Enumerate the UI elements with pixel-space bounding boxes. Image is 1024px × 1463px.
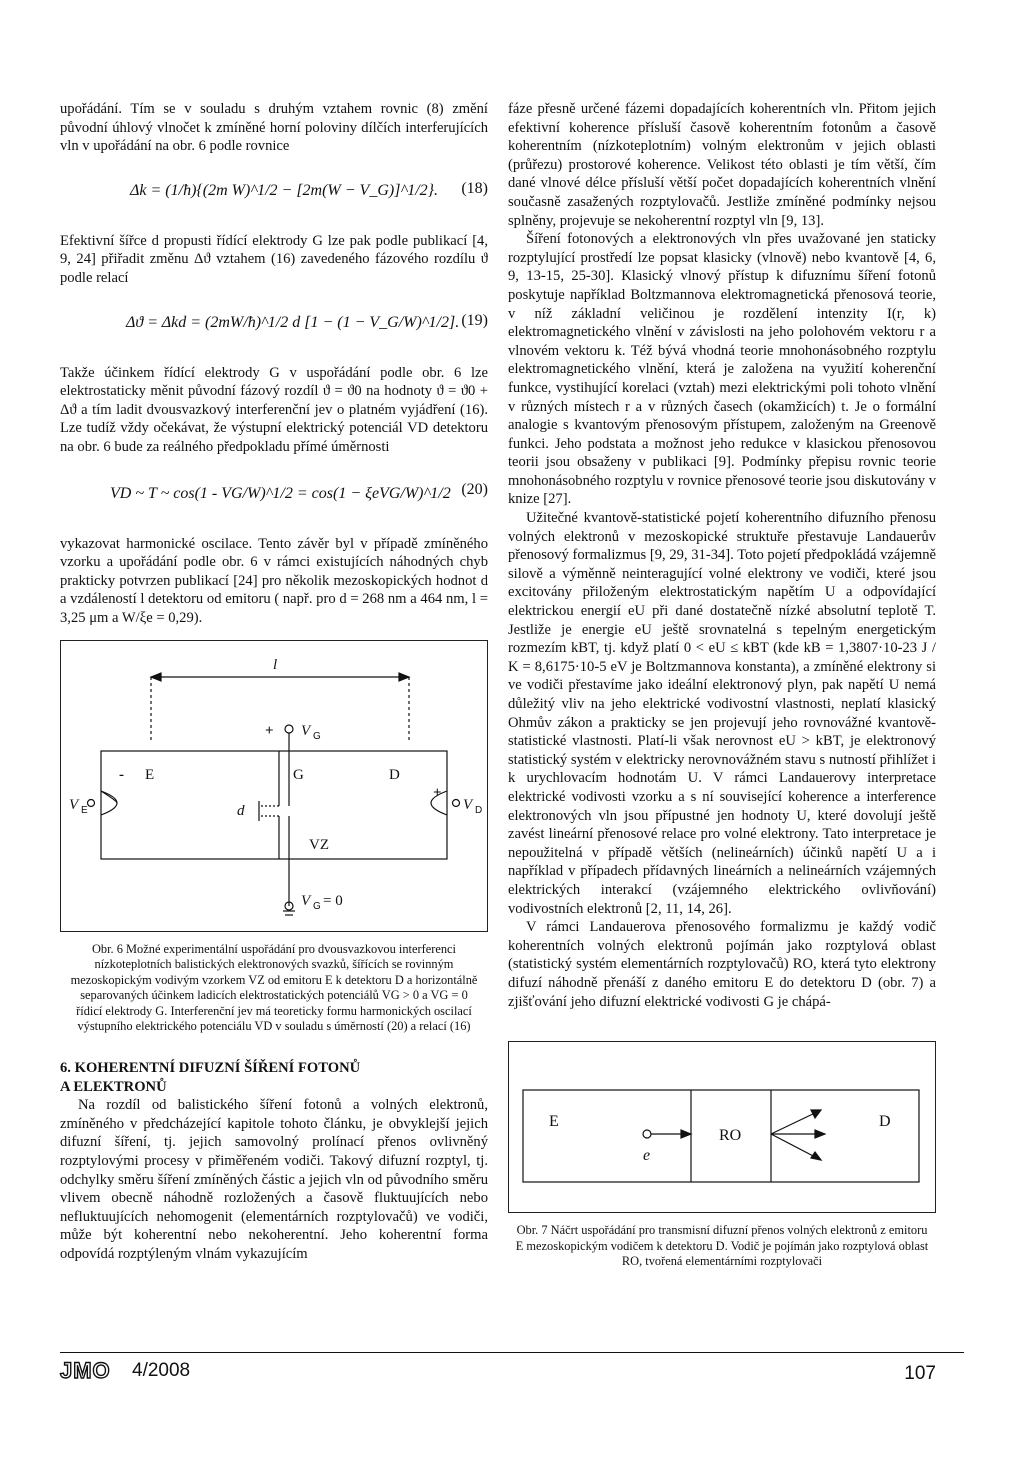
fig7-ro-label: RO (719, 1127, 742, 1145)
paragraph: fáze přesně určené fázemi dopadajících koherentních vln. Přitom jejich efektivní koherence přísluší časově koherentním fotonům a časově koherentním (nízkoteplotním) volným elektronům v jejich oblasti (průřezu) prostorové koherence. Velikost této oblasti je tím větší, čím dané vlnové délce přísluší větší počet dopadajících koherentních vlnění současně zasažených rozptylovačů. Jestliže zmíněné podmínky nejsou splněny, projevuje se nekoherentní rozptyl vln [9, 13]. (508, 101, 936, 229)
equation-18 (60, 162, 488, 226)
fig6-vd-sub: D (475, 804, 483, 816)
fig6-ve: V (69, 796, 79, 813)
right-column (508, 100, 936, 1270)
equation-text: VD ~ T ~ cos(1 - VG/W)^1/2 = cos(1 − ξeVG/W)^1/2 (110, 484, 451, 502)
fig6-vg: V (301, 722, 311, 739)
fig6-minus-e: - (119, 766, 124, 783)
figure-7 (508, 1041, 936, 1213)
fig6-plus-gate: + (265, 722, 274, 739)
fig6-vz-label: VZ (309, 836, 329, 853)
fig6-ve-sub: E (81, 804, 88, 816)
fig6-d-small: d (237, 802, 245, 819)
paragraph: V rámci Landauerova přenosového formalizmu je každý vodič koherentních volných elektronů pojímán jako rozptylová oblast (statistický systém elementárních rozptylovačů) RO, která tyto elektrony difuzí náhodně přenáší z daného emitoru E do detektoru D (obr. 7) a zjišťování jeho difuzní elektrické vodivosti G je chápá- (508, 919, 936, 1010)
fig6-g-label: G (293, 766, 304, 783)
fig6-vg0: V (301, 892, 311, 909)
fig7-e-label: E (549, 1113, 559, 1131)
fig6-e-label: E (145, 766, 155, 783)
paragraph: Efektivní šířce d propusti řídící elektrody G lze pak podle publikací [4, 9, 24] přiřadit změnu Δϑ vztahem (16) zavedeného fázového rozdílu ϑ podle relací (60, 232, 488, 286)
paragraph: Takže účinkem řídící elektrody G v uspořádání podle obr. 6 lze elektrostaticky měnit původní fázový rozdíl ϑ = ϑ0 na hodnoty ϑ = ϑ0 + Δϑ a tím ladit dvousvazkový interferenční jev o platném vyjádření (16). Lze tudíž vždy očekávat, že výstupní elektrický potenciál VD detektoru na obr. 6 bude za reálného předpokladu přímé úměrnosti (60, 364, 488, 455)
issue-number: 4/2008 (132, 1360, 191, 1381)
section-heading (60, 1059, 488, 1096)
figure-6-caption: Obr. 6 Možné experimentální uspořádání pro dvousvazkovou interferenci nízkoteplotních balistických elektronových svazků, šířících se rovinným mezoskopickým vodivým vzorkem VZ od emitoru E k detektoru D a horizontálně separovaných účinkem ladicích elektrostatických potenciálů VG > 0 a VG = 0 řídicí elektrody G. Interferenční jev má teoreticky formu harmonických oscilací výstupního elektrického potenciálu VD v souladu s úměrností (20) a relací (16) (70, 941, 478, 1034)
journal-logo: JMO (60, 1358, 111, 1383)
equation-text: Δk = (1/ħ){(2m W)^1/2 − [2m(W − V_G)]^1/2}. (130, 181, 439, 199)
equation-19 (60, 294, 488, 358)
fig6-l-label: l (273, 656, 278, 673)
paragraph: Šíření fotonových a elektronových vln přes uvažované jen staticky rozptylující prostředí lze popsat klasicky (vlnově) nebo kvantově [4, 6, 9, 13-15, 25-30]. Klasický vlnový přístup k difuznímu šíření fotonů poskytuje například Boltzmannova elektromagnetická přenosová teorie, v níž základní veličinou je rozdělení intenzity I(r, k) elektromagnetického vlnění v závislosti na jeho polohovém vektoru r a vlnovém vektoru k. Též bývá vhodná teorie mnohonásobného rozptylu elektromagnetického vlnění, která je založena na využití koherenční funkce, vystihující korelaci (vztah) mezi elektrickými poli tohoto vlnění v různých místech r a v různých časech (okamžicích) t. Je o formální analogie s kvantovým přenosovým přístupem, založeným na Greenově funkci. Jeho podstata a možnost jeho redukce v klasickou přenosovou teorii jsou obsaženy v publikaci [9]. Podmínky přepisu rovnic teorie mnohonásobného rozptylu v rovnice přenosové teorie jsou diskutovány v knize [27]. (508, 231, 937, 508)
equation-text: Δϑ = Δkd = (2mW/ħ)^1/2 d [1 − (1 − V_G/W)^1/2]. (126, 313, 460, 331)
left-column (60, 100, 488, 1264)
fig6-vg0-tail: = 0 (323, 892, 343, 909)
fig6-plus-d: + (433, 784, 442, 801)
fig7-d-label: D (879, 1113, 891, 1131)
figure-7-caption: Obr. 7 Náčrt uspořádání pro transmisní difuzní přenos volných elektronů z emitoru E mezoskopickým vodičem k detektoru D. Vodič je pojímán jako rozptylová oblast RO, tvořená elementárními rozptylovači (515, 1223, 929, 1269)
paragraph: Užitečné kvantově-statistické pojetí koherentního difuzního přenosu volných elektronů v mezoskopické struktuře přestavuje Landauerův přenosový formalizmus [9, 29, 31-34]. Toto pojetí předpokládá vzájemně silově a výměnně neinteragující volné elektrony ve vodiči, které jsou excitovány přiloženým elektrostatickým napětím U a odpovídající elektrickou energií eU při dané dostatečně nízké absolutní teplotě T. Jestliže je energie eU ještě srovnatelná s tepelným energetickým rozmezím kBT, tj. když platí 0 < eU ≤ kBT (kde kB = 1,3807·10-23 J / K = 8,6175·10-5 eV je Boltzmannova konstanta), a zmíněné elektrony si ve vodiči přestavíme jako ideální elektronový plyn, pak napětí U nemá důležitý vliv na jeho elektrické vodivostní vlastnosti, neplatí klasický Ohmův zákon a prakticky se jen projevují jeho rovnovážné kvantově-statistické vlastnosti. Platí-li však nerovnost eU > kBT, je elektronový statistický systém v elektricky nerovnovážném stavu s nutností přihlížet i k urychlovacím hodnotám U. V rámci Landauerovy interpretace elektrické vodivosti vzorku a s ní související koherence a interference elektronových vln jsou přípustné jen hodnoty U, které dovolují ještě zavést lineární přenosové relace pro volné elektrony. Tato interpretace je nepoužitelná v případě větších (nelineárních) účinků napětí U a i například v případech přídavných lineárních a nelineárních vzájemných elektrických interakcí (vzájemného elektrického ovlivňování) vodivostních elektronů [2, 11, 14, 26]. (508, 510, 936, 917)
section-heading-line2: A ELEKTRONŮ (60, 1078, 167, 1095)
footer-rule (60, 1352, 964, 1353)
fig6-vg0-sub: G (313, 900, 321, 912)
section-heading-line1: 6. KOHERENTNÍ DIFUZNÍ ŠÍŘENÍ FOTONŮ (60, 1060, 361, 1077)
fig6-d-label: D (389, 766, 400, 783)
figure-6-diagram (61, 641, 487, 929)
fig7-electron-label: e (643, 1147, 651, 1165)
paragraph: Na rozdíl od balistického šíření fotonů a volných elektronů, zmíněného v předcházející kapitole tohoto článku, je obvyklejší jejich difuzní šíření, tj. jejich samovolný prolínací přenos ovlivněný rozptylovými procesy v přiměřeném vodiči. Takový difuzní rozptyl, tj. odchylky směru šíření zmíněných částic a jejich vln od původního směru vlivem obecně náhodně rozložených a časově fluktuujících nebo nefluktuujících nehomogenit (elementárních rozptylovačů) ve vodiči, může být koherentní nebo nekoherentní. Jeho koherentní forma odpovídá rozptýleným vlnám vykazujícím (60, 1097, 488, 1262)
page-number: 107 (904, 1363, 936, 1384)
figure-6 (60, 640, 488, 932)
paragraph: vykazovat harmonické oscilace. Tento závěr byl v případě zmíněného vzorku a upořádání podle obr. 6 v rámci existujících náhodných chyb prakticky potvrzen publikací [24] pro několik mezoskopických hodnot d a vzdáleností l detektoru od emitoru ( např. pro d = 268 nm a 464 nm, l = 3,25 μm a W/ξe = 0,29). (60, 535, 488, 626)
equation-number: (19) (461, 311, 488, 329)
fig6-vd: V (463, 796, 473, 813)
figure-7-diagram (509, 1042, 935, 1210)
equation-20 (60, 463, 488, 529)
paragraph: upořádání. Tím se v souladu s druhým vztahem rovnic (8) změní původní úhlový vlnočet k zmíněné horní poloviny dílčích interferujících vln v upořádání na obr. 6 podle rovnice (60, 101, 488, 155)
equation-number: (20) (461, 480, 488, 498)
fig6-vg-sub: G (313, 730, 321, 742)
equation-number: (18) (461, 179, 488, 197)
